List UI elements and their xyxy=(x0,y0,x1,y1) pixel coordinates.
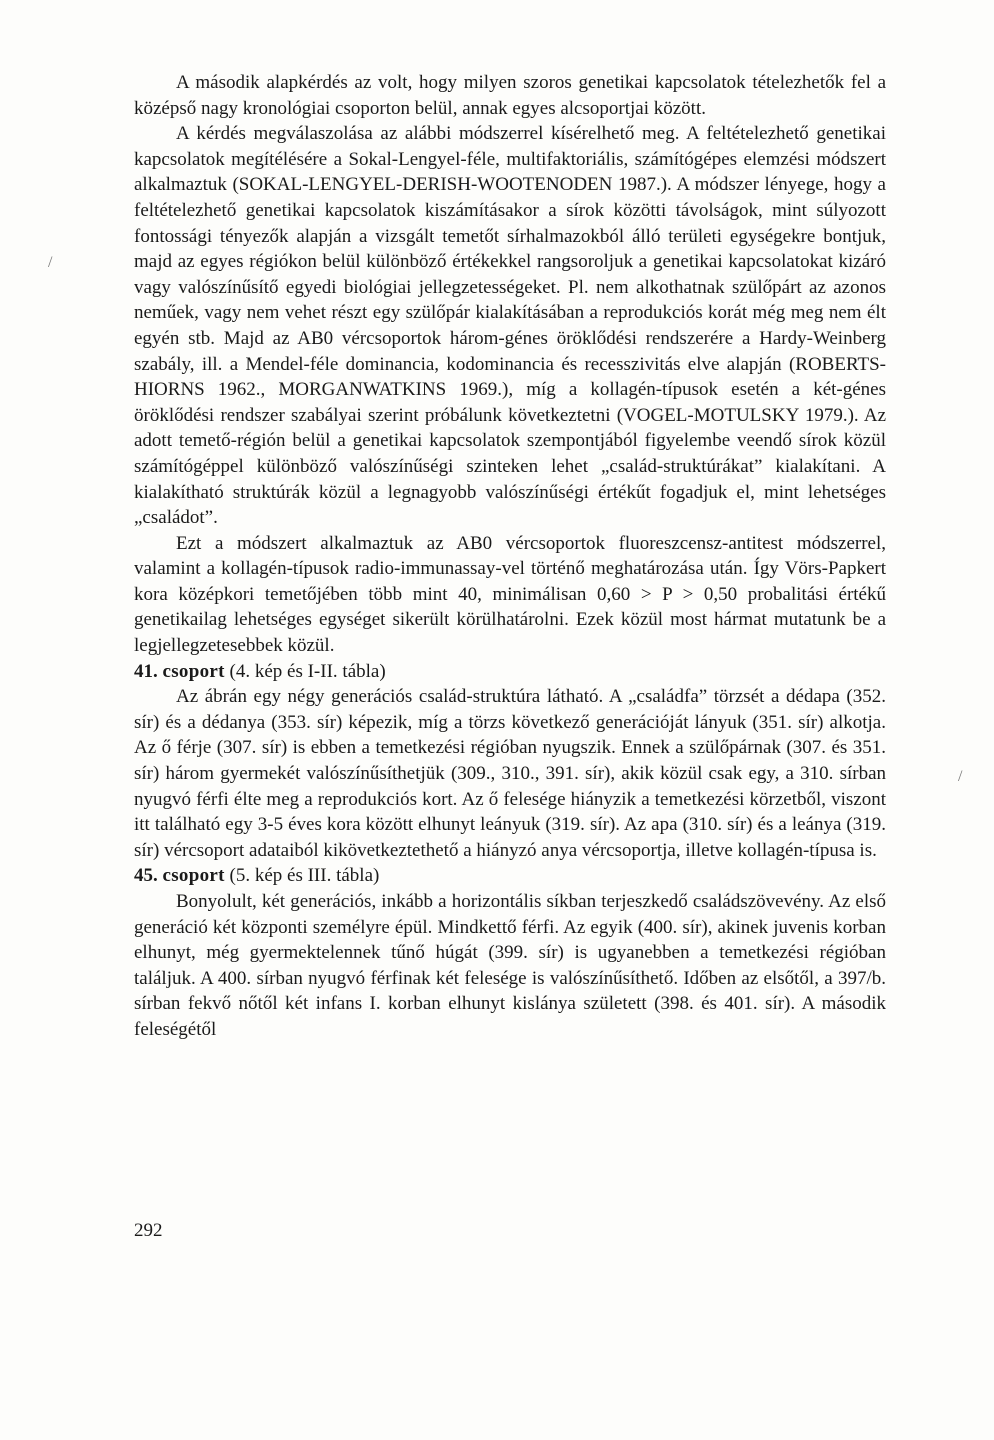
paragraph: Bonyolult, két generációs, inkább a horizontális síkban terjeszkedő családszövevény. Az első generáció két központi személyre épül. Mindkettő férfi. Az egyik (400. sír), akinek juvenis korban elhunyt, még gyermektelennek tűnő húgát (399. sír) is ugyanebben a temetkezési régióban találjuk. A 400. sírban nyugvó férfinak két felesége is valószínűsíthető. Időben az elsőtől, a 397/b. sírban fekvő nőtől két infans I. korban elhunyt kislánya született (398. és 401. sír). A második feleségétől xyxy=(134,891,886,1040)
paragraph: A második alapkérdés az volt, hogy milyen szoros genetikai kapcsolatok tételezhetők fel a középső nagy kronológiai csoporton belül, annak egyes alcsoportjai között. xyxy=(134,72,886,119)
section-title: csoport xyxy=(162,660,225,682)
page-body xyxy=(134,70,886,1043)
section-heading-41 xyxy=(134,659,886,685)
section-title: csoport xyxy=(162,865,225,887)
section-heading-45 xyxy=(134,863,886,889)
paragraph: Az ábrán egy négy generációs család-struktúra látható. A „családfa” törzsét a dédapa (352. sír) és a dédanya (353. sír) képezik, míg a törzs következő generációját lányuk (351. sír) alkotja. Az ő férje (307. sír) is ebben a temetkezési régióban nyugszik. Ennek a szülőpárnak (307. és 351. sír) három gyermekét valószínűsíthetjük (309., 310., 391. sír), akik közül csak egy, a 310. sírban nyugvó férfi élte meg a reprodukciós kort. Az ő felesége hiányzik a temetkezési körzetből, viszont itt található egy 3-5 éves kora között elhunyt leányuk (319. sír). Az apa (310. sír) és a leánya (319. sír) vércsoport adataiból kikövetkeztethető a hiányzó anya vércsoportja, illetve kollagén-típusa is. xyxy=(134,686,886,861)
paragraph: A kérdés megválaszolása az alábbi módszerrel kísérelhető meg. A feltételezhető genetikai kapcsolatok megítélésére a Sokal-Lengyel-féle, multifaktoriális, számítógépes elemzési módszert alkalmaztuk (SOKAL-LENGYEL-DERISH-WOOTENODEN 1987.). A módszer lényege, hogy a feltételezhető genetikai kapcsolatok kiszámításakor a sírok közötti távolságok, mint súlyozott fontossági tényezők alapján a vizsgált temetőt sírhalmazokból álló területi egységekre bontjuk, majd az egyes régiókon belül különböző értékekkel rangsoroljuk a genetikai kapcsolatokat kizáró vagy valószínűsítő egyedi biológiai jellegzetességeket. Pl. nem alkothatnak szülőpárt az azonos neműek, vagy nem vehet részt egy szülőpár kialakításában a reprodukciós korát még meg nem élt egyén stb. Majd az AB0 vércsoportok három-génes öröklődési rendszerére a Hardy-Weinberg szabály, ill. a Mendel-féle dominancia, kodominancia és recesszivitás elve alapján (ROBERTS-HIORNS 1962., MORGANWATKINS 1969.), míg a kollagén-típusok esetén a két-génes öröklődési rendszer szabályai szerint próbálunk következtetni (VOGEL-MOTULSKY 1979.). Az adott temető-régión belül a genetikai kapcsolatok szempontjából figyelembe veendő sírok közül számítógéppel különböző valószínűségi szinteken lehet „család-struktúrákat” kialakítani. A kialakítható struktúrák közül a legnagyobb valószínűségi értékűt fogadjuk el, mint lehetséges „családot”. xyxy=(134,123,886,529)
section-number: 45. xyxy=(134,865,158,887)
section-number: 41. xyxy=(134,660,158,682)
margin-mark: / xyxy=(958,768,963,785)
margin-mark: / xyxy=(48,254,53,271)
page-number: 292 xyxy=(134,1220,163,1241)
paragraph: Ezt a módszert alkalmaztuk az AB0 vércsoportok fluoreszcensz-antitest módszerrel, valamint a kollagén-típusok radio-immunassay-vel történő meghatározása után. Így Vörs-Papkert kora középkori temetőjében több mint 40, minimálisan 0,60 > P > 0,50 probalitási értékű genetikailag lehetséges egységet sikerült körülhatárolni. Ezek közül most hármat mutatunk be a legjellegzetesebbek közül. xyxy=(134,532,886,657)
section-reference: (4. kép és I-II. tábla) xyxy=(229,660,386,682)
section-reference: (5. kép és III. tábla) xyxy=(229,865,380,887)
